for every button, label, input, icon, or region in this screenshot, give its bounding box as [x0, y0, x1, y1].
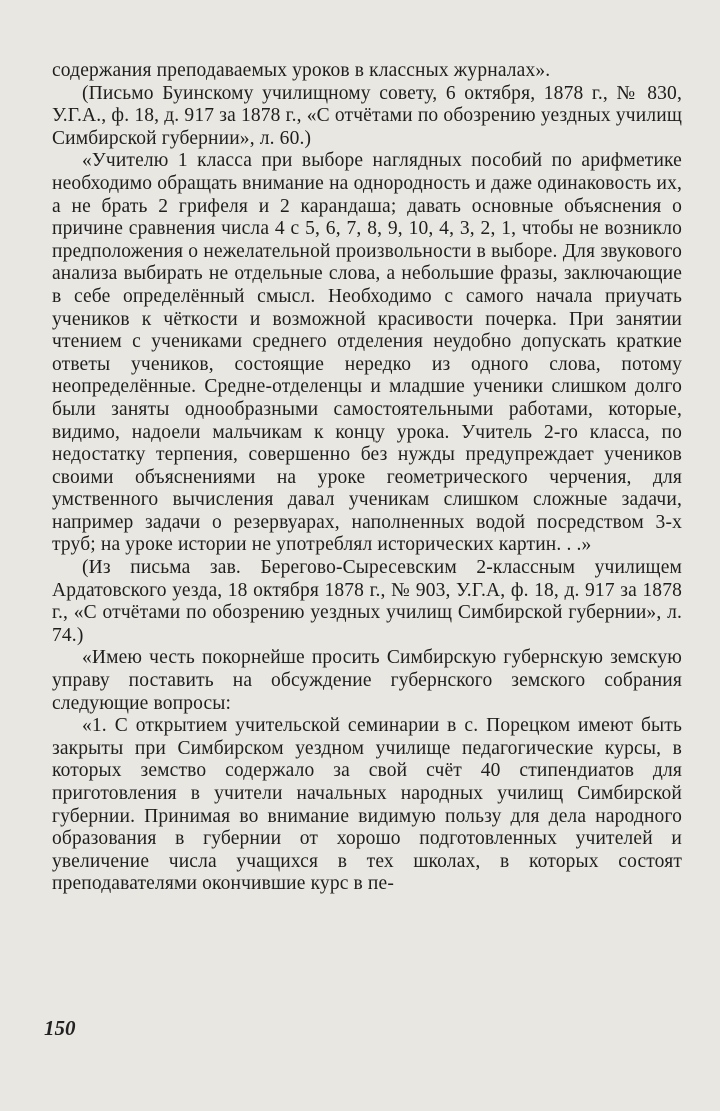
- page-number: 150: [44, 1016, 76, 1040]
- citation-paragraph: (Письмо Буинскому училищному совету, 6 октября, 1878 г., № 830, У.Г.А., ф. 18, д. 917 за 1878 г., «С отчётами по обозрению уездных училищ Симбирской губернии», л. 60.): [52, 82, 682, 149]
- quote-paragraph: «Имею честь покорнейше просить Симбирскую губернскую земскую управу поставить на обсуждение губернского земского собрания следующие вопросы:: [52, 647, 682, 714]
- citation-paragraph: (Из письма зав. Берегово-Сыресевским 2-классным училищем Ардатовского уезда, 18 октября 1878 г., № 903, У.Г.А, ф. 18, д. 917 за 1878 г., «С отчётами по обозрению уездных училищ Симбирской губернии», л. 74.): [52, 557, 682, 646]
- text-paragraph: содержания преподаваемых уроков в классных журналах».: [52, 60, 551, 81]
- quote-paragraph: «Учителю 1 класса при выборе наглядных пособий по арифметике необходимо обращать внимание на однородность и даже одинаковость их, а не брать 2 грифеля и 2 карандаша; давать основные объяснения о причине сравнения числа 4 с 5, 6, 7, 8, 9, 10, 4, 3, 2, 1, чтобы не возникло предположения о нежелательной произвольности в выборе. Для звукового анализа выбирать не отдельные слова, а небольшие фразы, заключающие в себе определённый смысл. Необходимо с самого начала приучать учеников к чёткости и возможной красивости почерка. При занятии чтением с учениками среднего отделения неудобно допускать краткие ответы учеников, состоящие нередко из одного слова, потому неопределённые. Средне-отделенцы и младшие ученики слишком долго были заняты однообразными самостоятельными работами, которые, видимо, надоели мальчикам к концу урока. Учитель 2-го класса, по недостатку терпения, совершенно без нужды предупреждает учеников своими объяснениями на уроке геометрического черчения, для умственного вычисления давал ученикам слишком сложные задачи, например задачи о резервуарах, наполненных водой посредством 3-х труб; на уроке истории не употреблял исторических картин. . .»: [52, 150, 682, 556]
- quote-paragraph: «1. С открытием учительской семинарии в с. Порецком имеют быть закрыты при Симбирском уездном училище педагогические курсы, в которых земство содержало за свой счёт 40 стипендиатов для приготовления в учители начальных народных училищ Симбирской губернии. Принимая во внимание видимую пользу для дела народного образования в губернии от хорошо подготовленных учителей и увеличение числа учащихся в тех школах, в которых состоят преподавателями окончившие курс в пе-: [52, 715, 682, 895]
- page-text: [52, 60, 682, 896]
